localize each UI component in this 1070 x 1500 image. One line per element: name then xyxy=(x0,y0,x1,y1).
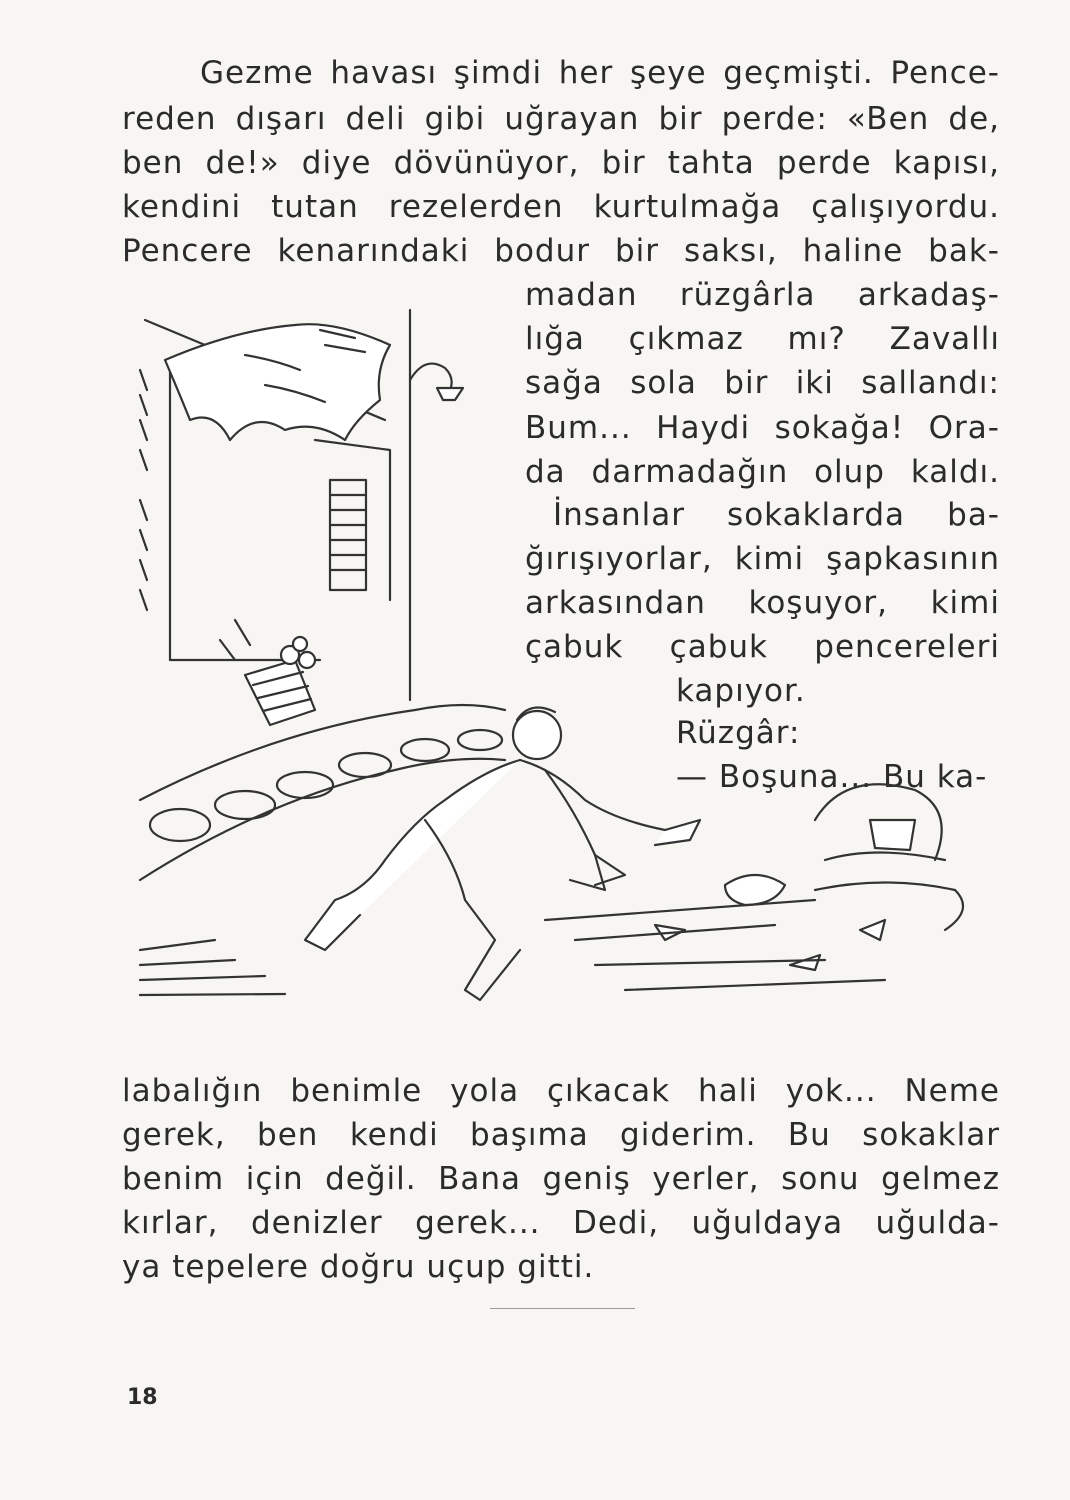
text-line: Rüzgâr: xyxy=(676,715,801,751)
page-number: 18 xyxy=(127,1385,158,1410)
text-line: lığa çıkmaz mı? Zavallı xyxy=(525,321,1000,357)
text-line: madan rüzgârla arkadaş- xyxy=(525,277,1000,313)
text-line: labalığın benimle yola çıkacak hali yok... Neme xyxy=(122,1073,1000,1109)
text-line: — Boşuna... Bu ka- xyxy=(676,759,988,795)
text-line: ya tepelere doğru uçup gitti. xyxy=(122,1249,595,1285)
text-line: gerek, ben kendi başıma giderim. Bu sokaklar xyxy=(122,1117,1000,1153)
text-line: benim için değil. Bana geniş yerler, sonu gelmez xyxy=(122,1161,1000,1197)
text-line: Bum... Haydi sokağa! Ora- xyxy=(525,410,1000,446)
text-line: çabuk çabuk pencereleri xyxy=(525,629,1000,665)
text-line: kırlar, denizler gerek... Dedi, uğuldaya uğulda- xyxy=(122,1205,1000,1241)
text-line: sağa sola bir iki sallandı: xyxy=(525,365,1000,401)
text-line: da darmadağın olup kaldı. xyxy=(525,454,1000,490)
section-divider xyxy=(490,1308,635,1309)
text-line: Pencere kenarındaki bodur bir saksı, haline bak- xyxy=(122,233,1000,269)
text-line: kendini tutan rezelerden kurtulmağa çalışıyordu. xyxy=(122,189,1000,225)
text-line: ben de!» diye dövünüyor, bir tahta perde kapısı, xyxy=(122,145,1000,181)
text-line: Gezme havası şimdi her şeye geçmişti. Pence- xyxy=(200,55,1000,91)
text-line: arkasından koşuyor, kimi xyxy=(525,585,1000,621)
illustration xyxy=(125,300,988,1030)
text-line: kapıyor. xyxy=(676,673,806,709)
text-line: reden dışarı deli gibi uğrayan bir perde: «Ben de, xyxy=(122,101,1000,137)
text-line: İnsanlar sokaklarda ba- xyxy=(553,497,1000,533)
text-line: ğırışıyorlar, kimi şapkasının xyxy=(525,541,1000,577)
